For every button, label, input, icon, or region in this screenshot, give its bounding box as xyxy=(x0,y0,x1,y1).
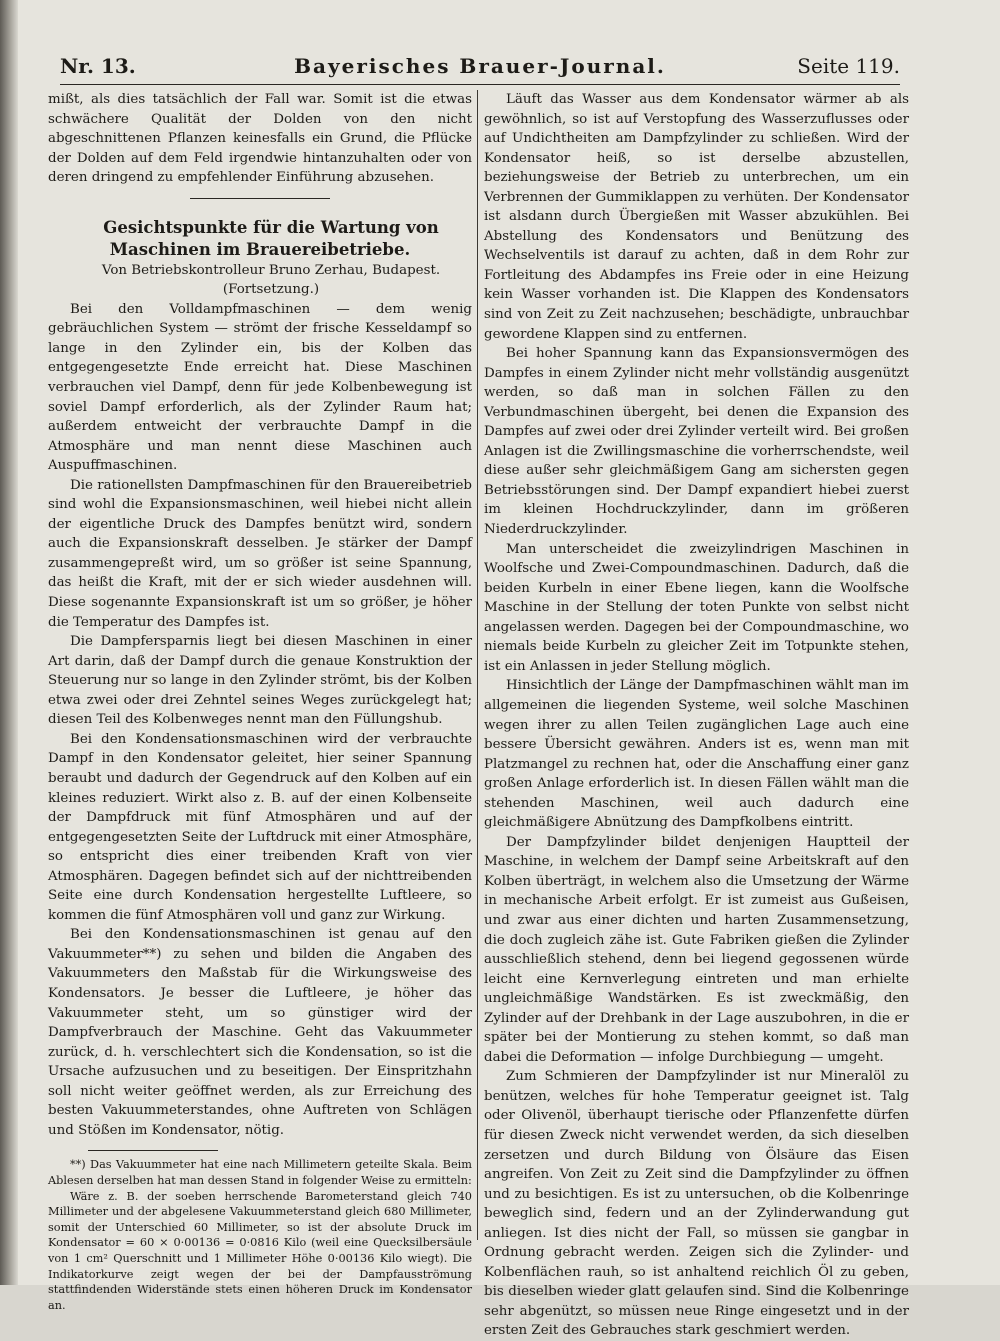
page-binding-shadow xyxy=(0,0,18,1285)
paragraph: Der Dampfzylinder bildet denjenigen Hauptteil der Maschine, in welchem der Dampf seine Arbeitskraft auf den Kolben überträgt, in welchem also die Umsetzung der Wärme in mechanische Arbeit erfolgt. Er ist zumeist aus Gußeisen, und zwar aus einer dichten und harten Zusammensetzung, die doch zugleich zähe ist. Gute Fabriken gießen die Zylinder ausschließlich stehend, denn bei liegend gegossenen würde leicht eine Kernverlegung eintreten und man erhielte ungleichmäßige Wandstärken. Es ist zweckmäßig, den Zylinder auf der Drehbank in der Lage auszubohren, in die er später bei der Montierung zu stehen kommt, so daß man dabei die Deformation — infolge Durchbiegung — umgeht. xyxy=(484,834,909,1065)
footnote: **) Das Vakuummeter hat eine nach Millimetern geteilte Skala. Beim Ablesen derselben hat man dessen Stand in folgender Weise zu ermitteln: xyxy=(48,1158,472,1187)
paragraph: Zum Schmieren der Dampfzylinder ist nur Mineralöl zu benützen, welches für hohe Temperatur geeignet ist. Talg oder Olivenöl, überhaupt tierische oder Pflanzenfette dürfen für diesen Zweck nicht verwendet werden, da sich dieselben zersetzen und durch Bildung von Ölsäure das Eisen angreifen. Von Zeit zu Zeit sind die Dampfzylinder zu öffnen und zu besichtigen. Es ist zu untersuchen, ob die Kolbenringe beweglich sind, federn und an der Zylinderwandung gut anliegen. Ist dies nicht der Fall, so müssen sie gangbar in Ordnung gebracht werden. Zeigen sich die Zylinder- und Kolbenflächen rauh, so ist anhaltend reichlich Öl zu geben, bis dieselben wieder glatt gelaufen sind. Sind die Kolbenringe sehr abgenützt, so müssen neue Ringe eingesetzt und in der ersten Zeit des Gebrauches stark geschmiert werden. xyxy=(484,1069,909,1339)
article-title: Gesichtspunkte für die Wartung von Maschinen im Brauereibetriebe. xyxy=(103,217,439,259)
issue-number: Nr. 13. xyxy=(60,54,136,78)
footnote: Wäre z. B. der soeben herrschende Barometerstand gleich 740 Millimeter und der abgelesene Vakuummeterstand gleich 680 Millimeter, somit der Unterschied 60 Millimeter, so ist der absolute Druck im Kondensator = 60 × 0·00136 = 0·0816 Kilo (weil eine Quecksilbersäule von 1 cm² Querschnitt und 1 Millimeter Höhe 0·00136 Kilo wiegt). Die Indikatorkurve zeigt wegen der bei der Dampfausströmung stattfindenden Widerstände stets einen höheren Druck im Kondensator an. xyxy=(48,1189,472,1312)
footnote-block xyxy=(48,1157,472,1313)
left-column xyxy=(48,90,472,1312)
section-rule xyxy=(190,198,330,199)
journal-title: Bayerisches Brauer-Journal. xyxy=(294,54,666,78)
paragraph: Bei den Kondensationsmaschinen ist genau auf den Vakuummeter**) zu sehen und bilden die Angaben des Vakuummeters den Maßstab für die Wirkungsweise des Kondensators. Je besser die Luftleere, je höher das Vakuummeter steht, um so günstiger wird der Dampfverbrauch der Maschine. Geht das Vakuummeter zurück, d. h. verschlechtert sich die Kondensation, so ist die Ursache aufzusuchen und zu beseitigen. Der Einspritzhahn soll nicht weiter geöffnet werden, als zur Erreichung des besten Vakuummeterstandes, ohne Auftreten von Schlägen und Stößen im Kondensator, nötig. xyxy=(48,927,472,1138)
article-byline: Von Betriebskontrolleur Bruno Zerhau, Budapest. xyxy=(101,262,441,278)
column-divider xyxy=(477,90,478,1240)
paragraph: Hinsichtlich der Länge der Dampfmaschinen wählt man im allgemeinen die liegenden Systeme, weil solche Maschinen wegen ihrer zu allen Teilen zugänglichen Lage auch eine bessere Übersicht gewähren. Anders ist es, wenn man mit Platzmangel zu rechnen hat, oder die Anschaffung einer ganz großen Anlage erforderlich ist. In diesen Fällen wählt man die stehenden Maschinen, weil auch dadurch eine gleichmäßigere Abnützung des Dampfkolbens eintritt. xyxy=(484,678,909,831)
right-column xyxy=(484,90,909,1339)
continuation-note: (Fortsetzung.) xyxy=(222,282,320,298)
page-header xyxy=(60,48,900,85)
paragraph: Die Dampfersparnis liegt bei diesen Maschinen in einer Art darin, daß der Dampf durch die genaue Konstruktion der Steuerung nur so lange in den Zylinder strömt, bis der Kolben etwa zwei oder drei Zehntel seines Weges zurückgelegt hat; diesen Teil des Kolbenweges nennt man den Füllungshub. xyxy=(48,634,472,728)
paragraph: Man unterscheidet die zweizylindrigen Maschinen in Woolfsche und Zwei-Compoundmaschinen. Dadurch, daß die beiden Kurbeln in einer Ebene liegen, kann die Woolfsche Maschine in der Stellung der toten Punkte von selbst nicht angelassen werden. Dagegen bei der Compoundmaschine, wo niemals beide Kurbeln zu gleicher Zeit im Totpunkte stehen, ist ein Anlassen in jeder Stellung möglich. xyxy=(484,541,909,674)
page-number: Seite 119. xyxy=(797,54,900,78)
paragraph: Läuft das Wasser aus dem Kondensator wärmer ab als gewöhnlich, so ist auf Verstopfung des Wasserzuflusses oder auf Undichtheiten am Dampfzylinder zu schließen. Wird der Kondensator heiß, so ist derselbe abzustellen, beziehungsweise der Betrieb zu unterbrechen, um ein Verbrennen der Gummiklappen zu verhüten. Der Kondensator ist alsdann durch Übergießen mit Wasser abzukühlen. Bei Abstellung des Kondensators und Benützung des Wechselventils ist darauf zu achten, daß in dem Rohr zur Fortleitung des Abdampfes ins Freie oder in eine Heizung kein Wasser vorhanden ist. Die Klappen des Kondensators sind von Zeit zu Zeit nachzusehen; beschädigte, unbrauchbar gewordene Klappen sind zu entfernen. xyxy=(484,92,909,342)
paragraph: Bei den Volldampfmaschinen — dem wenig gebräuchlichen System — strömt der frische Kesseldampf so lange in den Zylinder ein, bis der Kolben das entgegengesetzte Ende erreicht hat. Diese Maschinen verbrauchen viel Dampf, denn für jede Kolbenbewegung ist soviel Dampf erforderlich, als der Zylinder Raum hat; außerdem entweicht der verbrauchte Dampf in die Atmosphäre und man nennt diese Maschinen auch Auspuffmaschinen. xyxy=(48,301,472,474)
paragraph: Die rationellsten Dampfmaschinen für den Brauereibetrieb sind wohl die Expansionsmaschinen, weil hiebei nicht allein der eigentliche Druck des Dampfes benützt wird, sondern auch die Expansionskraft desselben. Je stärker der Dampf zusammengepreßt wird, um so größer ist seine Spannung, das heißt die Kraft, mit der er sich wieder ausdehnen will. Diese sogenannte Expansionskraft ist um so größer, je höher die Temperatur des Dampfes ist. xyxy=(48,477,472,630)
footnote-rule xyxy=(88,1150,218,1151)
paragraph: Bei den Kondensationsmaschinen wird der verbrauchte Dampf in den Kondensator geleitet, hier seiner Spannung beraubt und dadurch der Gegendruck auf den Kolben auf ein kleines reduziert. Wirkt also z. B. auf der einen Kolbenseite der Dampfdruck mit fünf Atmosphären und auf der entgegengesetzten Seite der Luftdruck mit einer Atmosphäre, so entspricht dies einer treibenden Kraft von vier Atmosphären. Dagegen befindet sich auf der nichttreibenden Seite eine durch Kondensation hergestellte Luftleere, so kommen die fünf Atmosphären voll und ganz zur Wirkung. xyxy=(48,731,472,923)
paragraph: Bei hoher Spannung kann das Expansionsvermögen des Dampfes in einem Zylinder nicht mehr vollständig ausgenützt werden, so daß man in solchen Fällen zu den Verbundmaschinen übergeht, bei denen die Expansion des Dampfes auf zwei oder drei Zylinder verteilt wird. Bei großen Anlagen ist die Zwillingsmaschine die vorherrschendste, weil diese außer sehr gleichmäßigem Gang am sichersten gegen Betriebsstörungen sind. Der Dampf expandiert hiebei zuerst im kleinen Hochdruckzylinder, dann im größeren Niederdruckzylinder. xyxy=(484,346,909,538)
intro-paragraph: mißt, als dies tatsächlich der Fall war. Somit ist die etwas schwächere Qualität der Dolden von den nicht abgeschnittenen Pflanzen keinesfalls ein Grund, die Pflücke der Dolden auf dem Feld irgendwie hintanzuhalten oder von deren dringend zu empfehlender Einführung abzusehen. xyxy=(48,92,472,186)
